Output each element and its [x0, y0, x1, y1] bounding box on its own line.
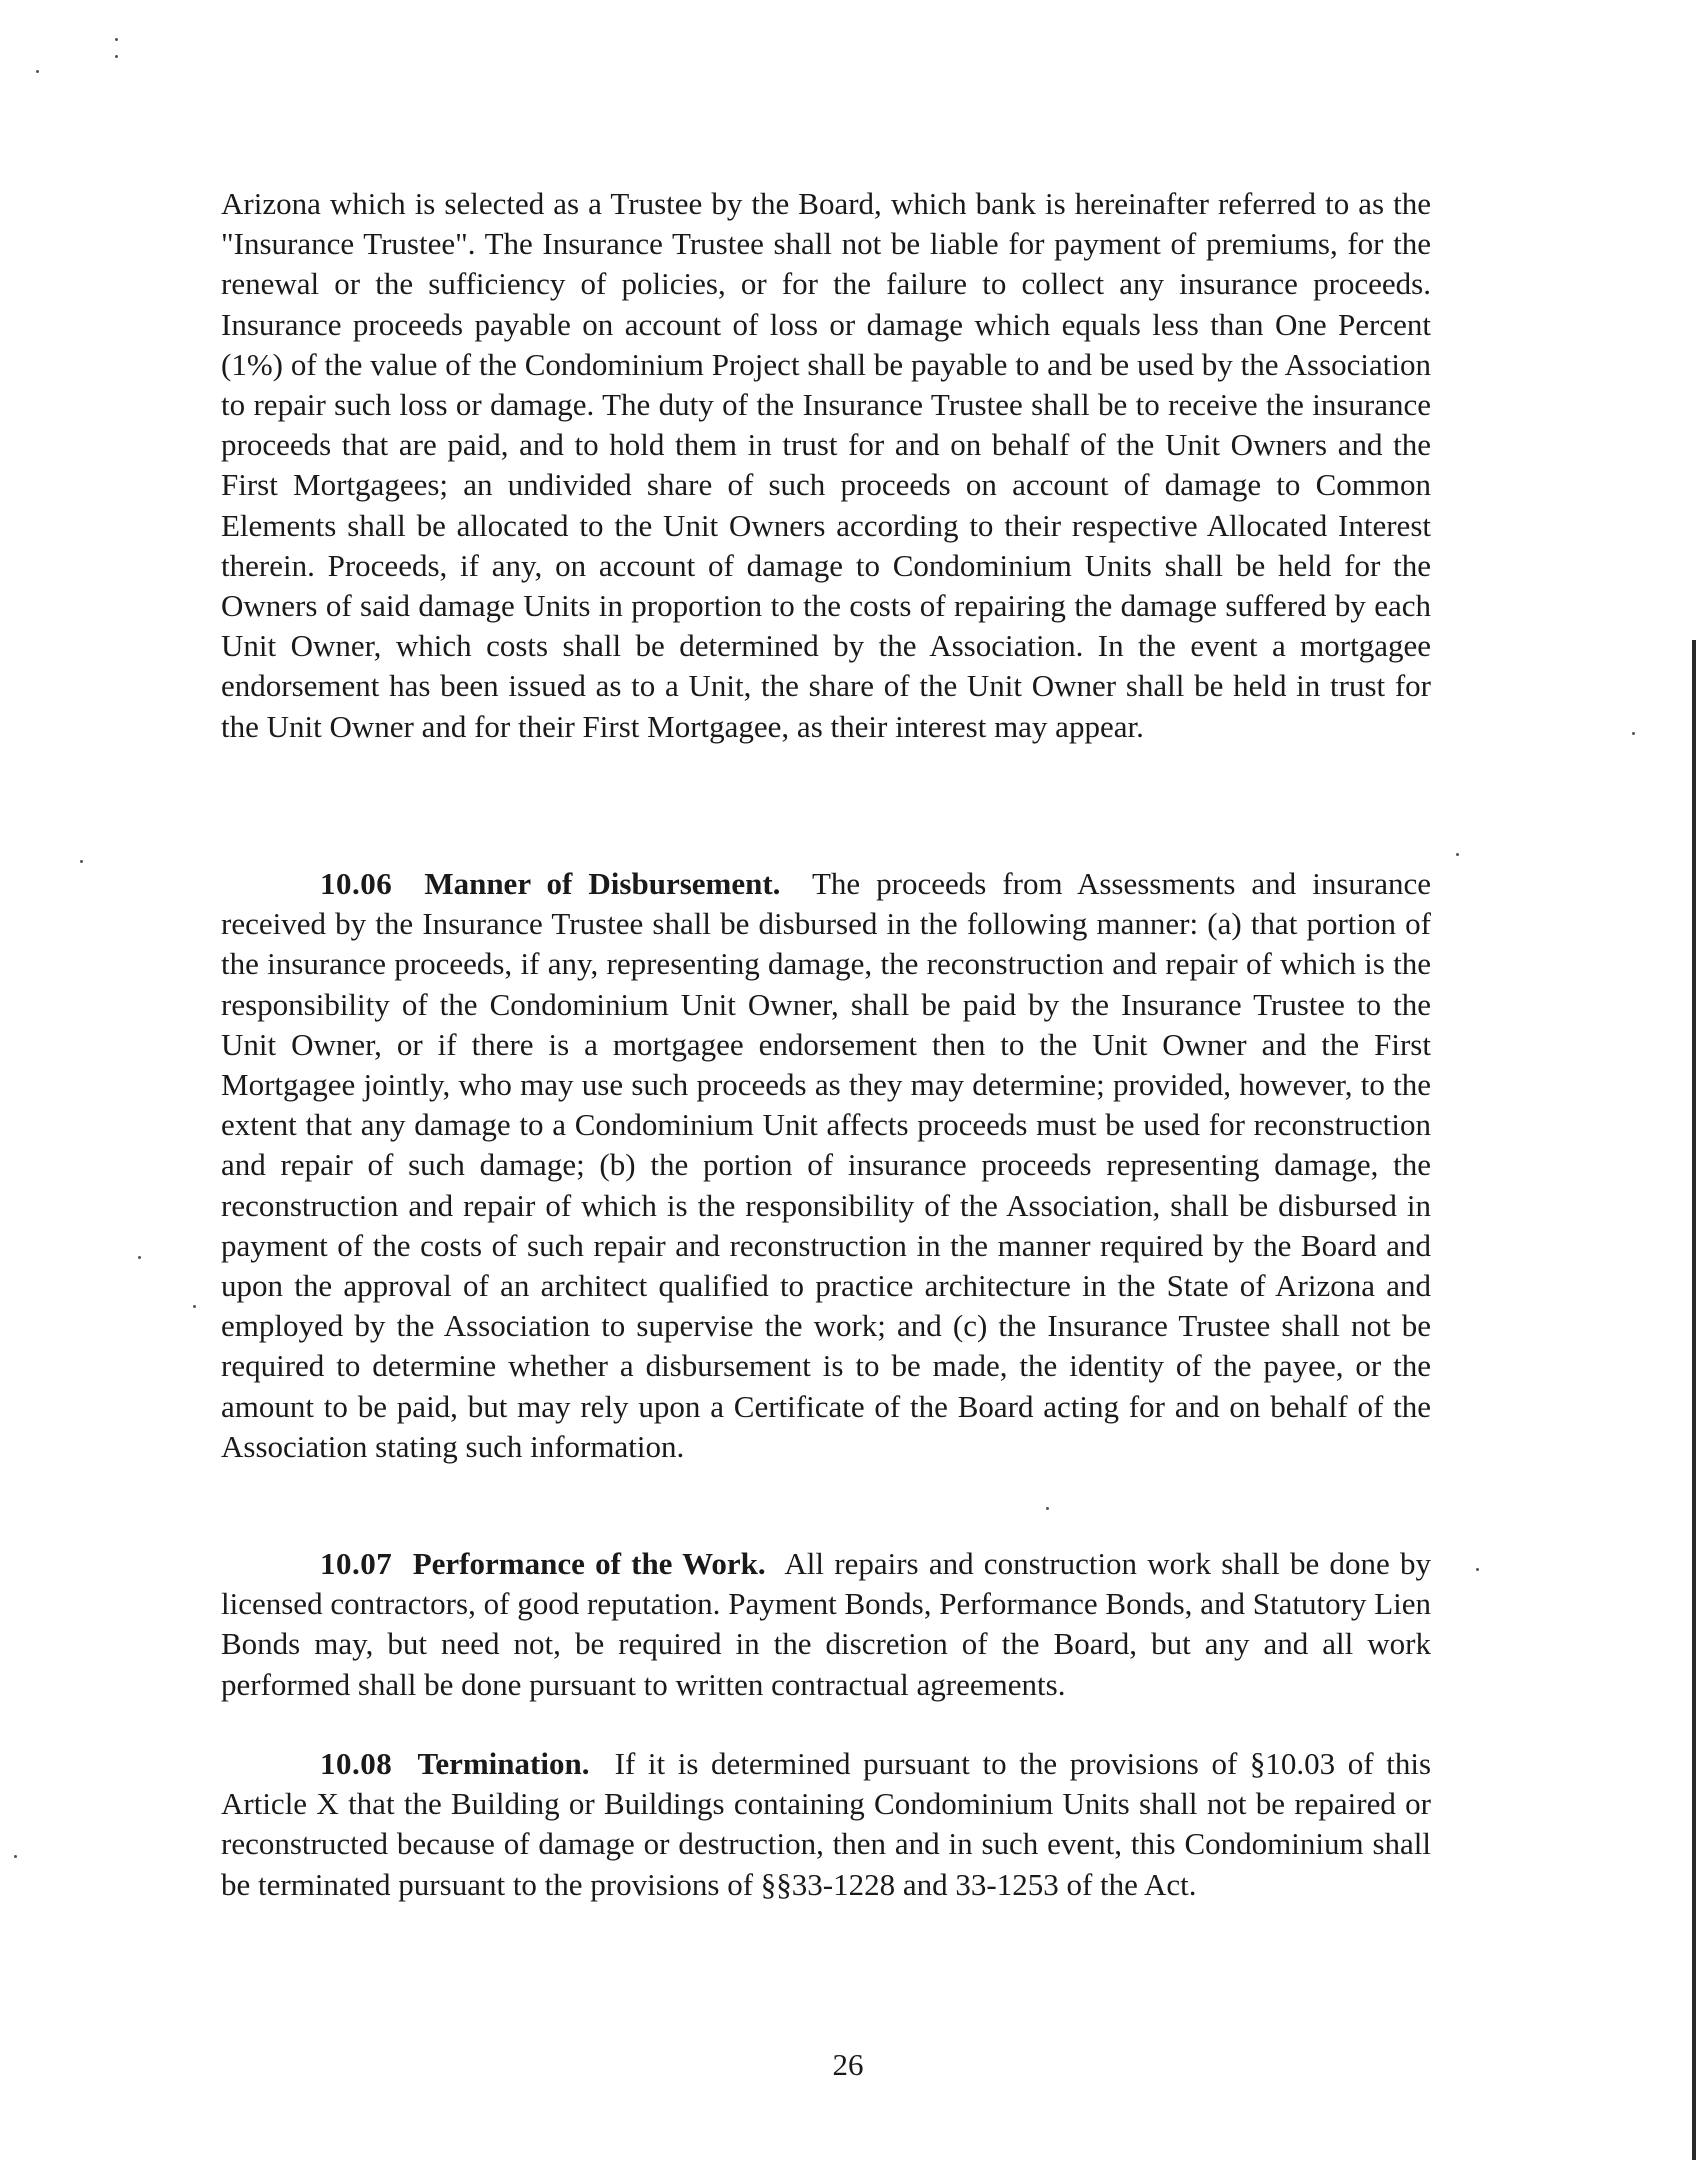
section-body: The proceeds from Assessments and insurance received by the Insurance Trustee shall be disbursed in the following manner: (a) that portion of the insurance proceeds, if any, representing damage, the reconstruction and repair of which is the responsibility of the Condominium Unit Owner, shall be paid by the Insurance Trustee to the Unit Owner, or if there is a mortgagee endorsement then to the Unit Owner and the First Mortgagee jointly, who may use such proceeds as they may determine; provided, however, to the extent that any damage to a Condominium Unit affects proceeds must be used for reconstruction and repair of such damage; (b) the portion of insurance proceeds representing damage, the reconstruction and repair of which is the responsibility of the Association, shall be disbursed in payment of the costs of such repair and reconstruction in the manner required by the Board and upon the approval of an architect qualified to practice architecture in the State of Arizona and employed by the Association to supervise the work; and (c) the Insurance Trustee shall not be required to determine whether a disbursement is to be made, the identity of the payee, or the amount to be paid, but may rely upon a Certificate of the Board acting for and on behalf of the Association stating such information.: [221, 866, 1431, 1464]
section-number: 10.06: [320, 866, 393, 901]
section-number: 10.07: [320, 1546, 393, 1581]
section-10-07: [221, 1544, 1431, 1705]
section-body: All repairs and construction work shall be done by licensed contractors, of good reputation. Payment Bonds, Performance Bonds, and Statutory Lien Bonds may, but need not, be required in the discretion of the Board, but any and all work performed shall be done pursuant to written contractual agreements.: [221, 1546, 1431, 1702]
paragraph-insurance-trustee: Arizona which is selected as a Trustee by the Board, which bank is hereinafter referred to as the "Insurance Trustee". The Insurance Trustee shall not be liable for payment of premiums, for the renewal or the sufficiency of policies, or for the failure to collect any insurance proceeds. Insurance proceeds payable on account of loss or damage which equals less than One Percent (1%) of the value of the Condominium Project shall be payable to and be used by the Association to repair such loss or damage. The duty of the Insurance Trustee shall be to receive the insurance proceeds that are paid, and to hold them in trust for and on behalf of the Unit Owners and the First Mortgagees; an undivided share of such proceeds on account of damage to Common Elements shall be allocated to the Unit Owners according to their respective Allocated Interest therein. Proceeds, if any, on account of damage to Condominium Units shall be held for the Owners of said damage Units in proportion to the costs of repairing the damage suffered by each Unit Owner, which costs shall be determined by the Association. In the event a mortgagee endorsement has been issued as to a Unit, the share of the Unit Owner shall be held in trust for the Unit Owner and for their First Mortgagee, as their interest may appear.: [221, 186, 1431, 744]
page-number: 26: [832, 2047, 864, 2082]
section-10-06: [221, 864, 1431, 1467]
section-title: Performance of the Work.: [412, 1546, 766, 1581]
scan-edge-shadow: [1692, 640, 1696, 2160]
scan-speck: [80, 860, 83, 863]
scan-speck: [1456, 853, 1459, 856]
scan-speck: [1046, 1507, 1049, 1510]
section-title: Manner of Disbursement.: [424, 866, 781, 901]
scan-speck: [115, 55, 118, 58]
scan-speck: [14, 1855, 17, 1858]
section-number: 10.08: [320, 1746, 393, 1781]
scan-speck: [1632, 732, 1635, 735]
section-10-08: [221, 1744, 1431, 1905]
scan-speck: [193, 1305, 196, 1308]
section-body: If it is determined pursuant to the provisions of §10.03 of this Article X that the Building or Buildings containing Condominium Units shall not be repaired or reconstructed because of damage or destruction, then and in such event, this Condominium shall be terminated pursuant to the provisions of §§33-1228 and 33-1253 of the Act.: [221, 1746, 1432, 1902]
scan-speck: [36, 70, 39, 73]
scan-speck: [1476, 1568, 1479, 1571]
scan-speck: [138, 1256, 141, 1259]
section-title: Termination.: [417, 1746, 590, 1781]
scan-speck: [115, 38, 118, 41]
